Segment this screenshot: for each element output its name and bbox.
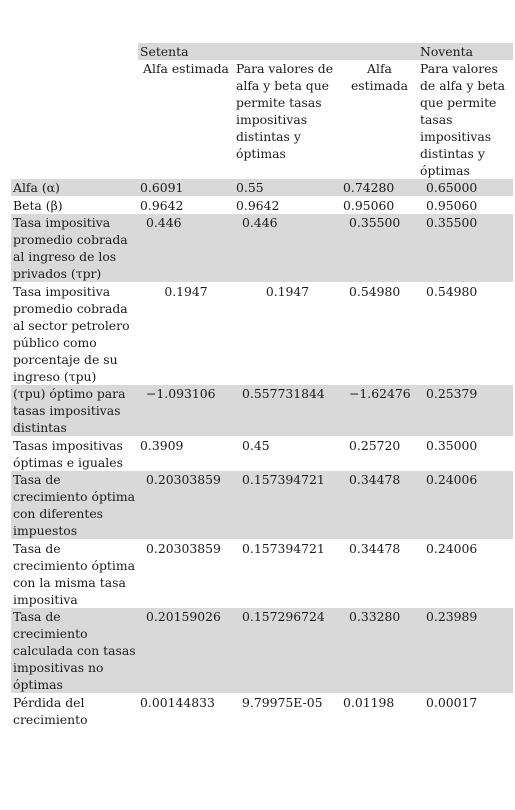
col-header-valores-noventa: Para valores de alfa y beta que permite tasas impositivas distintas y óptimas: [420, 61, 506, 178]
col-header-alfa-estimada-noventa: Alfa estimada: [350, 61, 409, 93]
table-row: [11, 471, 513, 540]
col-header-valores-setenta: Para valores de alfa y beta que permite tasas impositivas distintas y óptimas: [236, 61, 334, 161]
cell: 0.00017: [418, 694, 513, 729]
row-label: Tasa de crecimiento óptima con la misma tasa impositiva: [11, 540, 138, 609]
column-header-row: [11, 60, 513, 179]
results-table: [11, 43, 513, 728]
cell: 0.35000: [418, 437, 513, 472]
cell: 0.33280: [341, 608, 418, 694]
decade-noventa: Noventa: [418, 43, 513, 60]
row-label: Tasa de crecimiento óptima con diferentes impuestos: [11, 471, 138, 540]
cell: −1.62476: [341, 385, 418, 437]
cell: 0.95060: [341, 197, 418, 215]
cell: 0.1947: [138, 283, 234, 386]
row-label: (τpu) óptimo para tasas impositivas distintas: [11, 385, 138, 437]
cell: 0.157394721: [234, 540, 341, 609]
cell: −1.093106: [138, 385, 234, 437]
cell: 0.446: [138, 214, 234, 283]
table-row: [11, 694, 513, 729]
cell: 0.1947: [234, 283, 341, 386]
table-row: [11, 608, 513, 694]
table-row: [11, 179, 513, 197]
cell: 0.6091: [138, 179, 234, 197]
cell: 0.00144833: [138, 694, 234, 729]
table-row: [11, 283, 513, 386]
cell: 0.9642: [234, 197, 341, 215]
table-row: [11, 214, 513, 283]
cell: 0.74280: [341, 179, 418, 197]
cell: 0.20159026: [138, 608, 234, 694]
cell: 0.157394721: [234, 471, 341, 540]
row-label: Pérdida del crecimiento: [11, 694, 138, 729]
col-header-alfa-estimada-setenta: Alfa estimada: [143, 61, 229, 76]
cell: 0.55: [234, 179, 341, 197]
row-label: Beta (β): [11, 197, 138, 215]
cell: 0.20303859: [138, 540, 234, 609]
cell: 0.9642: [138, 197, 234, 215]
cell: 0.45: [234, 437, 341, 472]
cell: 0.25720: [341, 437, 418, 472]
row-label: Tasa impositiva promedio cobrada al ingreso de los privados (τpr): [11, 214, 138, 283]
cell: 0.23989: [418, 608, 513, 694]
cell: 0.01198: [341, 694, 418, 729]
row-label: Alfa (α): [11, 179, 138, 197]
row-label: Tasa de crecimiento calculada con tasas impositivas no óptimas: [11, 608, 138, 694]
cell: 0.54980: [418, 283, 513, 386]
cell: 0.35500: [418, 214, 513, 283]
row-label: Tasas impositivas óptimas e iguales: [11, 437, 138, 472]
table-row: [11, 540, 513, 609]
row-label: Tasa impositiva promedio cobrada al sector petrolero público como porcentaje de su ingreso (τpu): [11, 283, 138, 386]
cell: 0.25379: [418, 385, 513, 437]
decade-setenta: Setenta: [138, 43, 234, 60]
cell: 0.34478: [341, 471, 418, 540]
cell: 0.3909: [138, 437, 234, 472]
cell: 0.34478: [341, 540, 418, 609]
decade-header-row: [11, 43, 513, 60]
cell: 9.79975E-05: [234, 694, 341, 729]
cell: 0.95060: [418, 197, 513, 215]
cell: 0.24006: [418, 471, 513, 540]
cell: 0.446: [234, 214, 341, 283]
cell: 0.54980: [341, 283, 418, 386]
table-row: [11, 437, 513, 472]
cell: 0.20303859: [138, 471, 234, 540]
cell: 0.24006: [418, 540, 513, 609]
cell: 0.157296724: [234, 608, 341, 694]
table-row: [11, 197, 513, 215]
cell: 0.65000: [418, 179, 513, 197]
cell: 0.557731844: [234, 385, 341, 437]
cell: 0.35500: [341, 214, 418, 283]
table-row: [11, 385, 513, 437]
